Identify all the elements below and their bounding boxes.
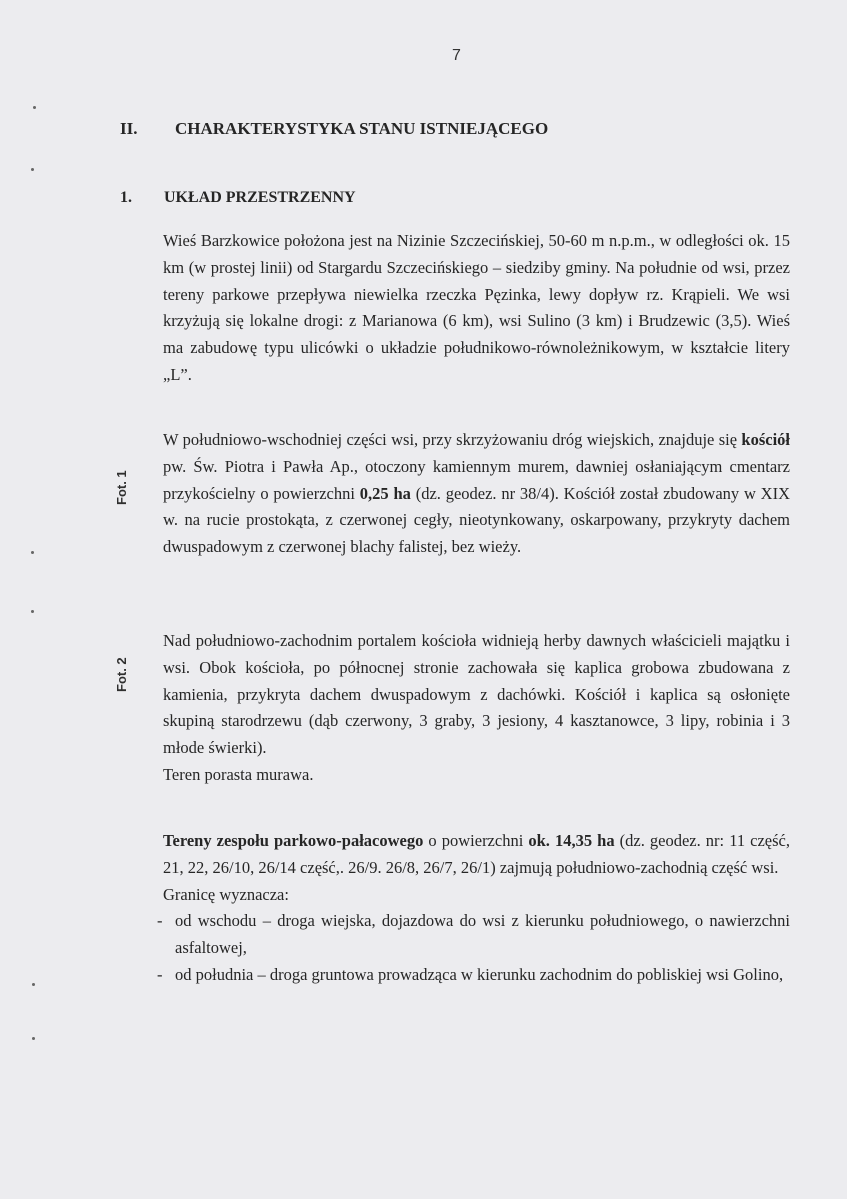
- scan-speck: [31, 551, 34, 554]
- paragraph-chapel: [163, 628, 790, 789]
- photo-reference-label: Fot. 2: [114, 657, 129, 692]
- text-run: o powierzchni: [423, 831, 529, 850]
- subsection-heading: [120, 189, 356, 207]
- boundary-list: [157, 908, 790, 988]
- paragraph-church: [163, 427, 790, 561]
- scan-speck: [31, 168, 34, 171]
- text-run: (dz. geodez. nr 38/4). Kościół został zbudowany w XIX w. na rucie prostokąta, z czerwonej cegły, nieotynkowany, oskarpowany, przykryty dachem dwuspadowym z czerwonej blachy falistej, bez wieży.: [163, 483, 790, 557]
- section-title: CHARAKTERYSTYKA STANU ISTNIEJĄCEGO: [175, 119, 549, 138]
- text-run: (dz. geodez. nr: 11 część, 21, 22, 26/10, 26/14 część,. 26/9. 26/8, 26/7, 26/1) zajmują południowo-zachodnią część wsi.: [163, 831, 790, 877]
- paragraph-text: Teren porasta murawa.: [163, 764, 314, 784]
- bold-text: Tereny zespołu parkowo-pałacowego: [163, 831, 424, 850]
- paragraph-text: Granicę wyznacza:: [163, 884, 289, 904]
- list-item: - od południa – droga gruntowa prowadząca w kierunku zachodnim do pobliskiej wsi Golino,: [157, 962, 790, 989]
- scan-speck: [31, 610, 34, 613]
- list-item: - od wschodu – droga wiejska, dojazdowa do wsi z kierunku południowego, o nawierzchni asfaltowej,: [157, 908, 790, 962]
- paragraph-park: [163, 828, 790, 989]
- scan-speck: [32, 1037, 35, 1040]
- subsection-number: 1.: [120, 189, 132, 206]
- paragraph-text: [163, 828, 790, 882]
- section-heading: [120, 119, 548, 139]
- paragraph-location: [163, 228, 790, 389]
- bold-text: 0,25 ha: [359, 483, 411, 503]
- text-run: pw. Św. Piotra i Pawła Ap., otoczony kamiennym murem, dawniej osłaniającym cmentarz przykościelny o powierzchni: [163, 456, 790, 503]
- paragraph-text: Wieś Barzkowice położona jest na Nizinie Szczecińskiej, 50-60 m n.p.m., w odległości ok. 15 km (w prostej linii) od Stargardu Szczecińskiego – siedziby gminy. Na południe od wsi, przez tereny parkowe przepływa niewielka rzeczka Pęzinka, lewy dopływ rz. Krąpieli. We wsi krzyżują się lokalne drogi: z Marianowa (6 km), wsi Sulino (3 km) i Brudzewic (3,5). Wieś ma zabudowę typu ulicówki o układzie południkowo-równoleżnikowym, w kształcie litery „L”.: [163, 231, 790, 384]
- scan-speck: [32, 983, 35, 986]
- subsection-title: UKŁAD PRZESTRZENNY: [164, 189, 356, 206]
- bold-text: kościół: [741, 430, 790, 449]
- paragraph-text: Nad południowo-zachodnim portalem kościoła widnieją herby dawnych właścicieli majątku i wsi. Obok kościoła, po północnej stronie zachowała się kaplica grobowa zbudowana z kamienia, przykryta dachem dwuspadowym z dachówki. Kościół i kaplica są osłonięte skupiną starodrzewu (dąb czerwony, 3 graby, 3 jesiony, 4 kasztanowce, 3 lipy, robinia i 3 młode świerki).: [163, 631, 790, 758]
- scan-speck: [33, 106, 36, 109]
- paragraph-text: [163, 427, 790, 561]
- page-number: 7: [452, 47, 461, 64]
- section-number: II.: [120, 119, 138, 138]
- photo-reference-label: Fot. 1: [114, 470, 129, 505]
- bold-text: ok. 14,35 ha: [528, 831, 615, 850]
- text-run: W południowo-wschodniej części wsi, przy skrzyżowaniu dróg wiejskich, znajduje się: [163, 430, 742, 449]
